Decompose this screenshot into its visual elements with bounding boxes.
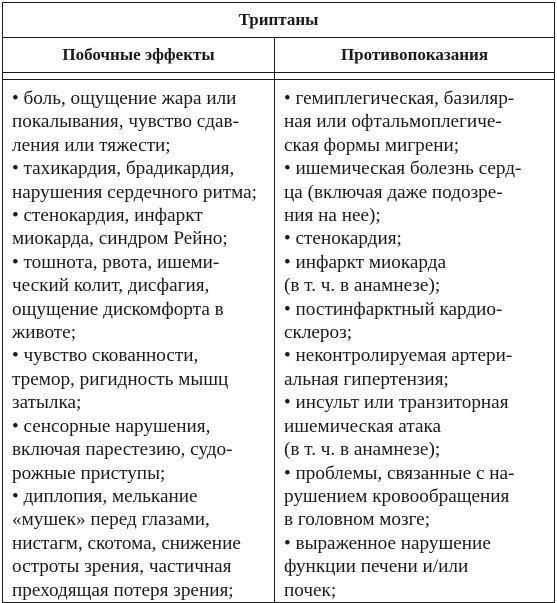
contraindications-line: альная гипертензия; [284,368,449,390]
contraindications-line: • инфаркт миокарда [284,251,447,273]
triptans-table [2,2,555,603]
contraindications-line: • ишемическая болезнь серд- [284,158,522,180]
contraindications-line: • инсульт или транзиторная [284,392,509,414]
side-effects-line: ления или тяжести; [12,134,171,156]
side-effects-line: • тошнота, рвота, ишеми- [12,251,220,273]
side-effects-line: рожные приступы; [12,462,166,484]
side-effects-line: • тахикардия, брадикардия, [12,158,235,180]
spacer-cell-right [275,73,555,80]
contraindications-line: ишемическая атака [284,415,442,437]
title-row [3,3,555,38]
side-effects-line: животе; [12,322,77,344]
contraindications-line: • постинфарктный кардио- [284,298,503,320]
contraindications-line: в головном мозге; [284,509,431,531]
contraindications-line: склероз; [284,322,353,344]
side-effects-line: затылка; [12,392,82,414]
header-row [3,38,555,73]
side-effects-line: нистагм, скотома, снижение [12,532,241,554]
side-effects-line: «мушек» перед глазами, [12,509,210,531]
side-effects-line: тремор, ригидность мышц [12,368,229,390]
side-effects-line: остроты зрения, частичная [12,556,232,578]
spacer-cell-left [3,73,275,80]
contraindications-line: (в т. ч. в анамнезе); [284,275,441,297]
side-effects-line: • сенсорные нарушения, [12,415,211,437]
column-header-contraindications: Противопоказания [275,38,555,73]
side-effects-line: • боль, ощущение жара или [12,88,237,109]
contraindications-line: функции печени и/или [284,556,469,578]
side-effects-line: • чувство скованности, [12,345,199,367]
contraindications-line: ная или офтальмоплегиче- [284,111,502,133]
side-effects-line: • диплопия, мелькание [12,485,198,507]
contraindications-line: почек; [284,579,337,601]
contraindications-line: • выраженное нарушение [284,532,491,554]
side-effects-cell [3,80,275,603]
contraindications-line: • стенокардия; [284,228,402,250]
side-effects-line: ческий колит, дисфагия, [12,275,210,297]
contraindications-line: • неконтролируемая артери- [284,345,513,367]
table-title: Триптаны [3,3,555,38]
contraindications-line: ния на нее); [284,205,381,227]
contraindications-list [284,87,546,602]
contraindications-cell [275,80,555,603]
side-effects-line: включая парестезию, судо- [12,439,233,461]
contraindications-line: • проблемы, связанные с на- [284,462,515,484]
content-row [3,80,555,603]
side-effects-line: ощущение дискомфорта в [12,298,224,320]
side-effects-line: покалывания, чувство сдав- [12,111,239,133]
side-effects-line: преходящая потеря зрения; [12,579,234,601]
contraindications-line: • гемиплегическая, базиляр- [284,88,515,109]
side-effects-line: миокарда, синдром Рейно; [12,228,228,250]
contraindications-line: ская формы мигрени; [284,134,460,156]
contraindications-line: рушением кровообращения [284,485,510,507]
contraindications-line: ца (включая даже подозре- [284,181,503,203]
side-effects-line: нарушения сердечного ритма; [12,181,257,203]
side-effects-list [12,87,266,602]
column-header-side-effects: Побочные эффекты [3,38,275,73]
side-effects-line: • стенокардия, инфаркт [12,205,203,227]
spacer-row [3,73,555,80]
contraindications-line: (в т. ч. в анамнезе); [284,439,441,461]
